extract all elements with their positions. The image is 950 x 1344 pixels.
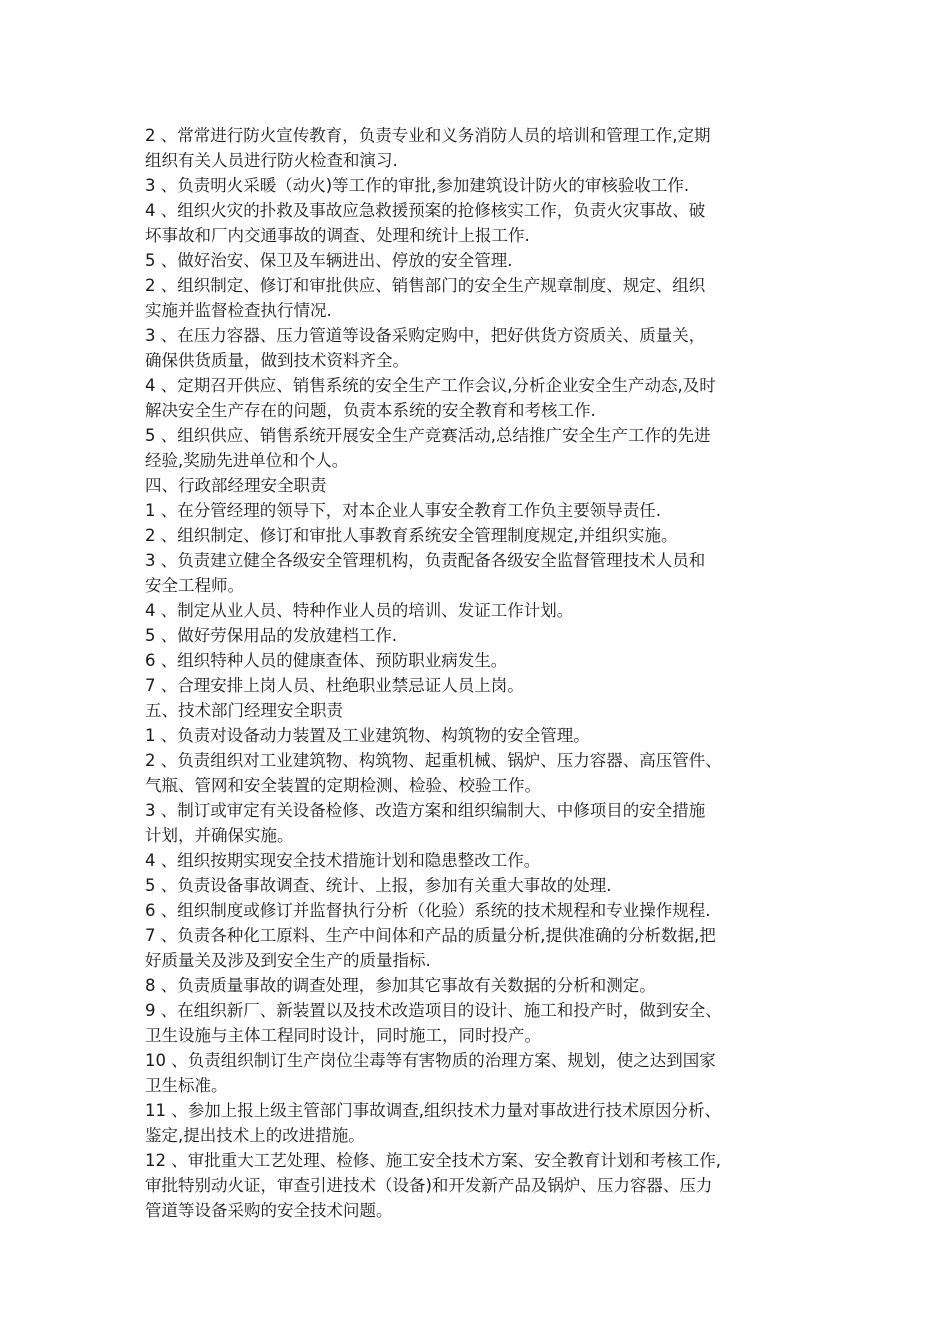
paragraph	[145, 548, 815, 598]
paragraph	[145, 198, 815, 248]
text-line: 审批特别动火证，审查引进技术（设备)和开发新产品及锅炉、压力容器、压力	[145, 1176, 713, 1195]
text-line: 4 、定期召开供应、销售系统的安全生产工作会议,分析企业安全生产动态,及时	[145, 376, 716, 395]
text-line: 卫生标准。	[145, 1076, 228, 1095]
paragraph	[145, 798, 815, 848]
text-line: 10 、负责组织制订生产岗位尘毒等有害物质的治理方案、规划，使之达到国家	[145, 1051, 716, 1070]
text-line: 安全工程师。	[145, 576, 244, 595]
paragraph	[145, 748, 815, 798]
text-line: 组织有关人员进行防火检查和演习.	[145, 151, 398, 170]
paragraph	[145, 998, 815, 1048]
text-line: 4 、组织火灾的扑救及事故应急救援预案的抢修核实工作，负责火灾事故、破	[145, 201, 706, 220]
text-line: 确保供货质量，做到技术资料齐全。	[145, 351, 409, 370]
paragraph	[145, 598, 815, 623]
text-line: 1 、负责对设备动力装置及工业建筑物、构筑物的安全管理。	[145, 726, 590, 745]
paragraph	[145, 423, 815, 473]
text-line: 2 、负责组织对工业建筑物、构筑物、起重机械、锅炉、压力容器、高压管件、	[145, 751, 722, 770]
paragraph	[145, 323, 815, 373]
text-line: 实施并监督检查执行情况.	[145, 301, 332, 320]
paragraph	[145, 873, 815, 898]
text-line: 好质量关及涉及到安全生产的质量指标.	[145, 951, 431, 970]
text-line: 3 、制订或审定有关设备检修、改造方案和组织编制大、中修项目的安全措施	[145, 801, 706, 820]
paragraph	[145, 698, 815, 723]
text-line: 经验,奖励先进单位和个人。	[145, 451, 349, 470]
text-line: 2 、常常进行防火宣传教育，负责专业和义务消防人员的培训和管理工作,定期	[145, 126, 711, 145]
text-line: 4 、制定从业人员、特种作业人员的培训、发证工作计划。	[145, 601, 574, 620]
paragraph	[145, 123, 815, 173]
paragraph	[145, 1148, 815, 1223]
text-line: 解决安全生产存在的问题，负责本系统的安全教育和考核工作.	[145, 401, 596, 420]
text-line: 坏事故和厂内交通事故的调查、处理和统计上报工作.	[145, 226, 530, 245]
text-line: 12 、审批重大工艺处理、检修、施工安全技术方案、安全教育计划和考核工作,	[145, 1151, 721, 1170]
text-line: 9 、在组织新厂、新装置以及技术改造项目的设计、施工和投产时，做到安全、	[145, 1001, 722, 1020]
text-line: 7 、负责各种化工原料、生产中间体和产品的质量分析,提供准确的分析数据,把	[145, 926, 716, 945]
text-line: 2 、组织制定、修订和审批供应、销售部门的安全生产规章制度、规定、组织	[145, 276, 706, 295]
text-line: 4 、组织按期实现安全技术措施计划和隐患整改工作。	[145, 851, 541, 870]
text-line: 气瓶、管网和安全装置的定期检测、检验、校验工作。	[145, 776, 541, 795]
text-line: 5 、负责设备事故调查、统计、上报，参加有关重大事故的处理.	[145, 876, 612, 895]
text-line: 5 、做好治安、保卫及车辆进出、停放的安全管理.	[145, 251, 513, 270]
paragraph	[145, 473, 815, 498]
text-line: 2 、组织制定、修订和审批人事教育系统安全管理制度规定,并组织实施。	[145, 526, 678, 545]
text-line: 5 、做好劳保用品的发放建档工作.	[145, 626, 397, 645]
paragraph	[145, 498, 815, 523]
document-body	[145, 123, 815, 1223]
paragraph	[145, 623, 815, 648]
text-line: 3 、负责明火采暖（动火)等工作的审批,参加建筑设计防火的审核验收工作.	[145, 176, 690, 195]
text-line: 6 、组织特种人员的健康查体、预防职业病发生。	[145, 651, 508, 670]
text-line: 五、技术部门经理安全职责	[145, 701, 343, 720]
text-line: 3 、负责建立健全各级安全管理机构，负责配备各级安全监督管理技术人员和	[145, 551, 706, 570]
text-line: 8 、负责质量事故的调查处理，参加其它事故有关数据的分析和测定。	[145, 976, 656, 995]
paragraph	[145, 848, 815, 873]
text-line: 卫生设施与主体工程同时设计，同时施工，同时投产。	[145, 1026, 541, 1045]
paragraph	[145, 523, 815, 548]
paragraph	[145, 273, 815, 323]
paragraph	[145, 723, 815, 748]
paragraph	[145, 373, 815, 423]
text-line: 鉴定,提出技术上的改进措施。	[145, 1126, 365, 1145]
text-line: 3 、在压力容器、压力管道等设备采购定购中，把好供货方资质关、质量关，	[145, 326, 706, 345]
text-line: 5 、组织供应、销售系统开展安全生产竞赛活动,总结推广安全生产工作的先进	[145, 426, 711, 445]
text-line: 四、行政部经理安全职责	[145, 476, 327, 495]
paragraph	[145, 248, 815, 273]
text-line: 1 、在分管经理的领导下，对本企业人事安全教育工作负主要领导责任.	[145, 501, 661, 520]
text-line: 6 、组织制度或修订并监督执行分析（化验）系统的技术规程和专业操作规程.	[145, 901, 711, 920]
paragraph	[145, 673, 815, 698]
paragraph	[145, 898, 815, 923]
paragraph	[145, 973, 815, 998]
paragraph	[145, 1048, 815, 1098]
text-line: 11 、参加上报上级主管部门事故调查,组织技术力量对事故进行技术原因分析、	[145, 1101, 721, 1120]
text-line: 管道等设备采购的安全技术问题。	[145, 1201, 393, 1220]
text-line: 计划，并确保实施。	[145, 826, 294, 845]
paragraph	[145, 173, 815, 198]
paragraph	[145, 648, 815, 673]
paragraph	[145, 923, 815, 973]
text-line: 7 、合理安排上岗人员、杜绝职业禁忌证人员上岗。	[145, 676, 524, 695]
paragraph	[145, 1098, 815, 1148]
